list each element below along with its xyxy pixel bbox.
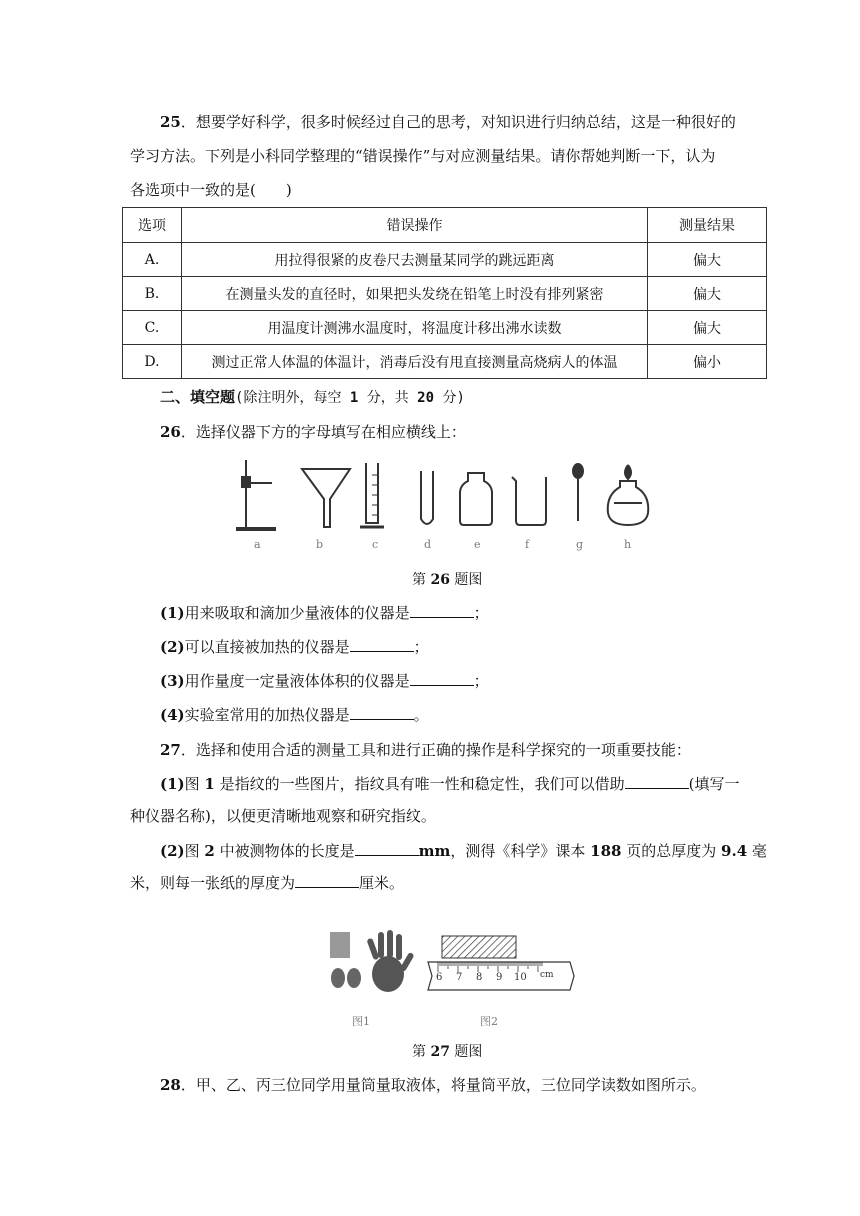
table-row <box>123 311 767 345</box>
item-number: (4) <box>160 706 185 724</box>
section-note-end: 分) <box>434 390 465 406</box>
fig-label-d: d <box>424 538 432 551</box>
option-c-operation: 用温度计测沸水温度时，将温度计移出沸水读数 <box>182 311 648 345</box>
option-d-result: 偏小 <box>648 345 767 379</box>
caption-suffix: 题图 <box>449 1044 483 1060</box>
fingerprint-sample-icon <box>330 932 350 958</box>
text: 厘米。 <box>359 874 405 892</box>
caption-number: 26 <box>430 572 450 588</box>
option-b-result: 偏大 <box>648 277 767 311</box>
answer-blank[interactable] <box>350 637 414 652</box>
item-number: (3) <box>160 672 185 690</box>
fig-label-a: a <box>254 538 261 551</box>
table-row <box>123 345 767 379</box>
funnel-icon <box>302 469 350 527</box>
answer-blank[interactable] <box>355 841 419 856</box>
text: 图 <box>184 775 205 793</box>
answer-blank[interactable] <box>410 671 474 686</box>
item-number: (2) <box>160 638 185 656</box>
caption-prefix: 第 <box>412 1044 431 1060</box>
q25-options-table <box>122 207 767 379</box>
q26-number: 26 <box>160 423 181 441</box>
q25-text-1: ．想要学好科学，很多时候经过自己的思考，对知识进行归纳总结，这是一种很好的 <box>180 113 736 131</box>
option-a-result: 偏大 <box>648 243 767 277</box>
section-note-total: 20 <box>417 390 435 406</box>
figure-number: 2 <box>204 842 215 860</box>
header-operation: 错误操作 <box>182 208 648 243</box>
fig-label-h: h <box>624 538 632 551</box>
header-option: 选项 <box>123 208 182 243</box>
item-text: 用来吸取和滴加少量液体的仪器是 <box>184 604 410 622</box>
option-b-label: B. <box>123 277 182 311</box>
dropper-icon <box>573 464 583 521</box>
q27-part1-line1 <box>160 774 740 794</box>
alcohol-lamp-icon <box>608 465 649 525</box>
page-count: 188 <box>590 842 622 860</box>
header-result: 测量结果 <box>648 208 767 243</box>
answer-blank[interactable] <box>625 774 689 789</box>
tick-label: 8 <box>476 972 483 983</box>
item-end: ； <box>473 604 489 622</box>
table-row <box>123 243 767 277</box>
answer-blank[interactable] <box>295 873 359 888</box>
figure-2-label: 图2 <box>480 1015 498 1028</box>
figure-1-label: 图1 <box>352 1015 370 1028</box>
item-text: 实验室常用的加热仪器是 <box>184 706 350 724</box>
q27-figure-caption <box>412 1041 482 1061</box>
q27-part1-line2: 种仪器名称)，以便更清晰地观察和研究指纹。 <box>130 807 436 825</box>
section-heading <box>160 387 465 408</box>
section-note-mid: 分，共 <box>358 390 418 406</box>
ruler-tick-labels <box>426 964 576 984</box>
section-note: (除注明外，每空 <box>235 390 350 406</box>
q27-part2-line1 <box>160 841 767 861</box>
q26-item-2 <box>160 637 429 657</box>
item-text: 用作量度一定量液体体积的仪器是 <box>184 672 410 690</box>
q26-item-3 <box>160 671 489 691</box>
handprint-icon <box>366 930 414 992</box>
item-end: 。 <box>413 706 429 724</box>
part-number: (2) <box>160 842 185 860</box>
q26-item-1 <box>160 603 489 623</box>
q26-instrument-figure <box>232 455 652 555</box>
option-a-operation: 用拉得很紧的皮卷尺去测量某同学的跳远距离 <box>182 243 648 277</box>
tick-label: 6 <box>436 972 443 983</box>
q26-item-4 <box>160 705 429 725</box>
text: 米，则每一张纸的厚度为 <box>130 874 296 892</box>
option-b-operation: 在测量头发的直径时，如果把头发绕在铅笔上时没有排列紧密 <box>182 277 648 311</box>
table-header-row <box>123 208 767 243</box>
section-note-points: 1 <box>349 390 359 406</box>
tick-label: 9 <box>496 972 503 983</box>
option-c-label: C. <box>123 311 182 345</box>
beaker-icon <box>512 477 546 525</box>
q25-line3: 各选项中一致的是( ) <box>130 181 292 199</box>
q27-part2-line2 <box>130 873 404 893</box>
iron-stand-icon <box>236 460 276 529</box>
text: ，测得《科学》课本 <box>450 842 591 860</box>
caption-prefix: 第 <box>412 572 431 588</box>
part-number: (1) <box>160 775 185 793</box>
q27-stem-text: ．选择和使用合适的测量工具和进行正确的操作是科学探究的一项重要技能： <box>180 741 691 759</box>
q25-line1 <box>160 112 736 132</box>
option-a-label: A. <box>123 243 182 277</box>
table-row <box>123 277 767 311</box>
fig-label-f: f <box>525 538 530 551</box>
item-number: (1) <box>160 604 185 622</box>
fig-label-b: b <box>316 538 324 551</box>
text: (填写一 <box>688 775 740 793</box>
item-text: 可以直接被加热的仪器是 <box>184 638 350 656</box>
q27-stem <box>160 740 691 760</box>
tick-unit: cm <box>540 970 554 980</box>
q26-stem <box>160 422 466 442</box>
item-end: ； <box>413 638 429 656</box>
fig-label-c: c <box>372 538 379 551</box>
text: 页的总厚度为 <box>621 842 722 860</box>
text: 毫 <box>747 842 767 860</box>
section-title: 二、填空题 <box>160 388 236 406</box>
fingerprint-icon <box>331 968 345 988</box>
q28-stem <box>160 1075 706 1095</box>
q25-line2: 学习方法。下列是小科同学整理的“错误操作”与对应测量结果。请你帮她判断一下，认为 <box>130 147 716 165</box>
reagent-bottle-icon <box>460 473 492 525</box>
q28-number: 28 <box>160 1076 181 1094</box>
tick-label: 7 <box>456 972 463 983</box>
option-d-operation: 测过正常人体温的体温计，消毒后没有甩直接测量高烧病人的体温 <box>182 345 648 379</box>
ruler-figure <box>426 932 576 994</box>
tick-label: 10 <box>514 972 527 983</box>
thickness-value: 9.4 <box>721 842 748 860</box>
answer-blank[interactable] <box>350 705 414 720</box>
text: 是指纹的一些图片，指纹具有唯一性和稳定性，我们可以借助 <box>214 775 625 793</box>
option-d-label: D. <box>123 345 182 379</box>
fingerprint-icon <box>347 968 361 988</box>
q26-stem-text: ．选择仪器下方的字母填写在相应横线上： <box>180 423 466 441</box>
unit: mm <box>418 842 451 860</box>
answer-blank[interactable] <box>410 603 474 618</box>
fig-label-g: g <box>576 538 584 551</box>
item-end: ； <box>473 672 489 690</box>
option-c-result: 偏大 <box>648 311 767 345</box>
measured-block <box>442 936 516 958</box>
caption-number: 27 <box>430 1044 450 1060</box>
q28-stem-text: ．甲、乙、丙三位同学用量筒量取液体，将量筒平放，三位同学读数如图所示。 <box>180 1076 706 1094</box>
caption-suffix: 题图 <box>449 572 483 588</box>
test-tube-icon <box>421 471 433 524</box>
text: 中被测物体的长度是 <box>214 842 355 860</box>
q27-number: 27 <box>160 741 181 759</box>
q26-figure-caption <box>412 569 482 589</box>
text: 图 <box>184 842 205 860</box>
graduated-cylinder-icon <box>360 463 384 527</box>
figure-number: 1 <box>204 775 215 793</box>
q25-number: 25 <box>160 113 181 131</box>
fingerprint-figure <box>326 928 416 998</box>
fig-label-e: e <box>474 538 481 551</box>
